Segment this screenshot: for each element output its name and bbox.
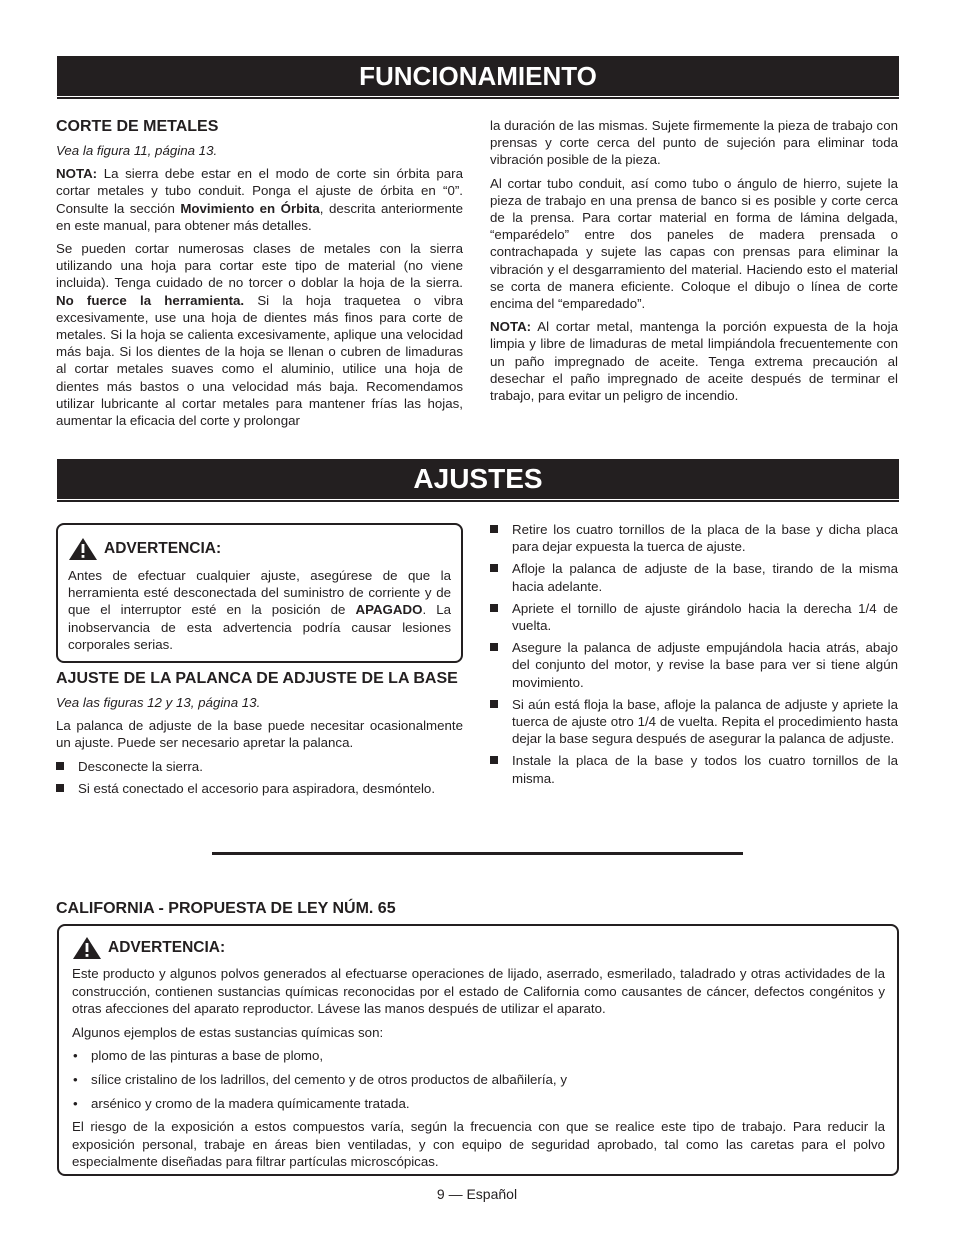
square-bullet-icon bbox=[56, 784, 64, 792]
list-item-text: sílice cristalino de los ladrillos, del cemento y de otros productos de albañilería, y bbox=[91, 1071, 567, 1087]
square-bullet-icon bbox=[490, 700, 498, 708]
corte-figure-ref: Vea la figura 11, página 13. bbox=[56, 143, 218, 158]
warning-triangle-icon bbox=[72, 936, 102, 960]
list-item bbox=[490, 752, 898, 786]
list-item-text: Afloje la palanca de adjuste de la base, tirando de la misma hacia adelante. bbox=[512, 561, 898, 594]
palanca-intro: La palanca de adjuste de la base puede necesitar ocasionalmente un ajuste. Puede ser necesario apretar la palanca. bbox=[56, 718, 463, 751]
warning-text-part: . La inobservancia de esta advertencia podría causar lesiones corporales serias. bbox=[68, 602, 451, 652]
warning-title: ADVERTENCIA: bbox=[104, 540, 222, 557]
california-warning-box bbox=[57, 924, 899, 1176]
nota-text: Al cortar metal, mantenga la porción expuesta de la hoja limpia y libre de limaduras de metal limpiándola frecuentemente con un paño impregnado de aceite. Tenga extrema precaución al desechar el paño impregnado de aceite después de terminar el trabajo, para evitar un peligro de incendio. bbox=[490, 319, 898, 404]
page-footer: 9 — Español bbox=[436, 1186, 518, 1202]
list-item bbox=[490, 560, 898, 594]
california-heading-block bbox=[56, 899, 898, 924]
list-item-text: arsénico y cromo de la madera químicamente tratada. bbox=[91, 1095, 410, 1111]
palanca-steps-right bbox=[490, 521, 898, 787]
corte-paragraph-2 bbox=[56, 240, 463, 429]
list-item bbox=[490, 521, 898, 555]
warning-title: ADVERTENCIA: bbox=[108, 939, 226, 956]
nota-text: La sierra debe estar en el modo de corte sin órbita para cortar metales y tubo conduit. Ponga el ajuste de órbita en “0”. Consulte la sección bbox=[56, 166, 463, 216]
paragraph-text: Si la hoja traquetea o vibra excesivamente, use una hoja de dientes más finos para corte de metales. Si la hoja se calienta excesivamente, aplique una velocidad más baja. Si los dientes de la hoja se llenan o cubren de limaduras al cortar metales suaves como el aluminio, utilice una hoja de dientes más bastos o una velocidad más baja. Recomendamos utilizar lubricante al cortar metales para mantener frías las hojas, aumentar la eficacia del corte y prolongar bbox=[56, 292, 463, 429]
nota-label: NOTA: bbox=[490, 319, 532, 335]
dot-bullet-icon: • bbox=[73, 1071, 78, 1087]
list-item bbox=[490, 696, 898, 748]
corte-column-right bbox=[490, 117, 898, 410]
list-item-text: plomo de las pinturas a base de plomo, bbox=[91, 1048, 324, 1064]
corte-paragraph-3: la duración de las mismas. Sujete firmemente la pieza de trabajo con prensas y corte cerca del punto de sujeción para eliminar toda vibración posible de la pieza. bbox=[490, 118, 898, 168]
california-paragraph-1: Este producto y algunos polvos generados al efectuarse operaciones de lijado, aserrado, esmerilado, taladrado y otras actividades de la construcción, contienen sustancias químicas reconocidas por el estado de California como causantes de cáncer, defectos congénitos y otras afecciones del aparato reproductor. Lávese las manos después de utilizar el aparato. bbox=[72, 966, 885, 1017]
california-warning-body bbox=[72, 965, 885, 1171]
square-bullet-icon bbox=[490, 604, 498, 612]
corte-paragraph-4: Al cortar tubo conduit, así como tubo o ángulo de hierro, sujete la pieza de trabajo en una prensa de banco si es posible y corte cerca de la prensa. Para cortar material en forma de lámina delgada, “emparédelo” entre dos paneles de madera prensada o contrachapada y sujete las capas con prensas para eliminar la vibración y el desgarramiento del material. Haciendo esto el material se corta de manera eficiente. Coloque el dibujo o línea de corte encima del “emparedado”. bbox=[490, 175, 898, 312]
square-bullet-icon bbox=[490, 756, 498, 764]
california-examples-list bbox=[72, 1047, 885, 1112]
corte-nota-1 bbox=[56, 165, 463, 234]
corte-column-left bbox=[56, 117, 463, 435]
list-item-text: Desconecte la sierra. bbox=[78, 758, 203, 774]
warning-header bbox=[72, 936, 885, 960]
list-item-text: Apriete el tornillo de ajuste girándolo hacia la derecha 1/4 de vuelta. bbox=[512, 600, 898, 634]
section-banner-funcionamiento: FUNCIONAMIENTO bbox=[57, 56, 899, 97]
list-item bbox=[56, 780, 463, 797]
nota-label: NOTA: bbox=[56, 166, 98, 182]
california-paragraph-2: Algunos ejemplos de estas sustancias químicas son: bbox=[72, 1024, 384, 1040]
dot-bullet-icon: • bbox=[73, 1048, 78, 1064]
warning-triangle-icon bbox=[68, 537, 98, 561]
square-bullet-icon bbox=[490, 643, 498, 651]
corte-nota-2 bbox=[490, 318, 898, 404]
nota-text: , descrita anteriormente en este manual, para obtener más detalles. bbox=[56, 200, 464, 233]
list-item bbox=[490, 600, 898, 634]
nota-bold: Movimiento en Órbita bbox=[180, 200, 320, 216]
list-item bbox=[56, 758, 463, 775]
list-item-text: Si aún está floja la base, afloje la palanca de adjuste y apriete la tuerca de ajuste otro 1/4 de vuelta. Repita el procedimiento hasta dejar la base segura después de asegurar la palanca de adjuste. bbox=[512, 696, 898, 747]
palanca-heading: AJUSTE DE LA PALANCA DE ADJUSTE DE LA BASE bbox=[56, 670, 458, 687]
warning-header bbox=[68, 537, 451, 561]
palanca-column-left bbox=[56, 669, 463, 802]
list-item-text: Si está conectado el accesorio para aspiradora, desmóntelo. bbox=[78, 780, 436, 796]
list-item-text: Instale la placa de la base y todos los cuatro tornillos de la misma. bbox=[512, 753, 898, 786]
section-divider bbox=[212, 852, 743, 855]
list-item bbox=[72, 1047, 885, 1065]
california-paragraph-3: El riesgo de la exposición a estos compuestos varía, según la frecuencia con que se realice este tipo de trabajo. Para reducir la exposición personal, trabaje en áreas bien ventiladas, y con equipo de seguridad aprobado, tal como las caretas para el polvo especialmente diseñadas para filtrar partículas microscópicas. bbox=[72, 1119, 885, 1170]
list-item-text: Asegure la palanca de adjuste empujándola hacia atrás, abajo del conjunto del motor, y revise la base para ver si tiene algún movimiento. bbox=[512, 640, 898, 690]
dot-bullet-icon: • bbox=[73, 1095, 78, 1111]
california-heading: CALIFORNIA - PROPUESTA DE LEY NÚM. 65 bbox=[56, 900, 396, 917]
section-banner-ajustes: AJUSTES bbox=[57, 459, 899, 500]
square-bullet-icon bbox=[490, 525, 498, 533]
palanca-steps-left bbox=[56, 758, 463, 797]
list-item-text: Retire los cuatro tornillos de la placa de la base y dicha placa para dejar expuesta la tuerca de ajuste. bbox=[512, 522, 898, 555]
paragraph-text: Se pueden cortar numerosas clases de metales con la sierra utilizando una hoja para cortar este tipo de material (no viene incluida). Tenga cuidado de no torcer o doblar la hoja de la sierra. bbox=[56, 241, 463, 291]
square-bullet-icon bbox=[56, 762, 64, 770]
list-item bbox=[72, 1071, 885, 1089]
palanca-figure-ref: Vea las figuras 12 y 13, página 13. bbox=[56, 695, 261, 710]
warning-text bbox=[68, 567, 451, 653]
warning-text-part: Antes de efectuar cualquier ajuste, asegúrese de que la herramienta esté desconectada del suministro de corriente y de que el interruptor esté en la posición de bbox=[68, 568, 451, 618]
ajustes-warning-box bbox=[56, 523, 463, 663]
list-item bbox=[490, 639, 898, 691]
paragraph-bold: No fuerce la herramienta. bbox=[56, 292, 245, 308]
warning-text-bold: APAGADO bbox=[355, 602, 423, 618]
corte-heading: CORTE DE METALES bbox=[56, 118, 219, 135]
palanca-column-right bbox=[490, 521, 898, 792]
list-item bbox=[72, 1095, 885, 1113]
square-bullet-icon bbox=[490, 564, 498, 572]
